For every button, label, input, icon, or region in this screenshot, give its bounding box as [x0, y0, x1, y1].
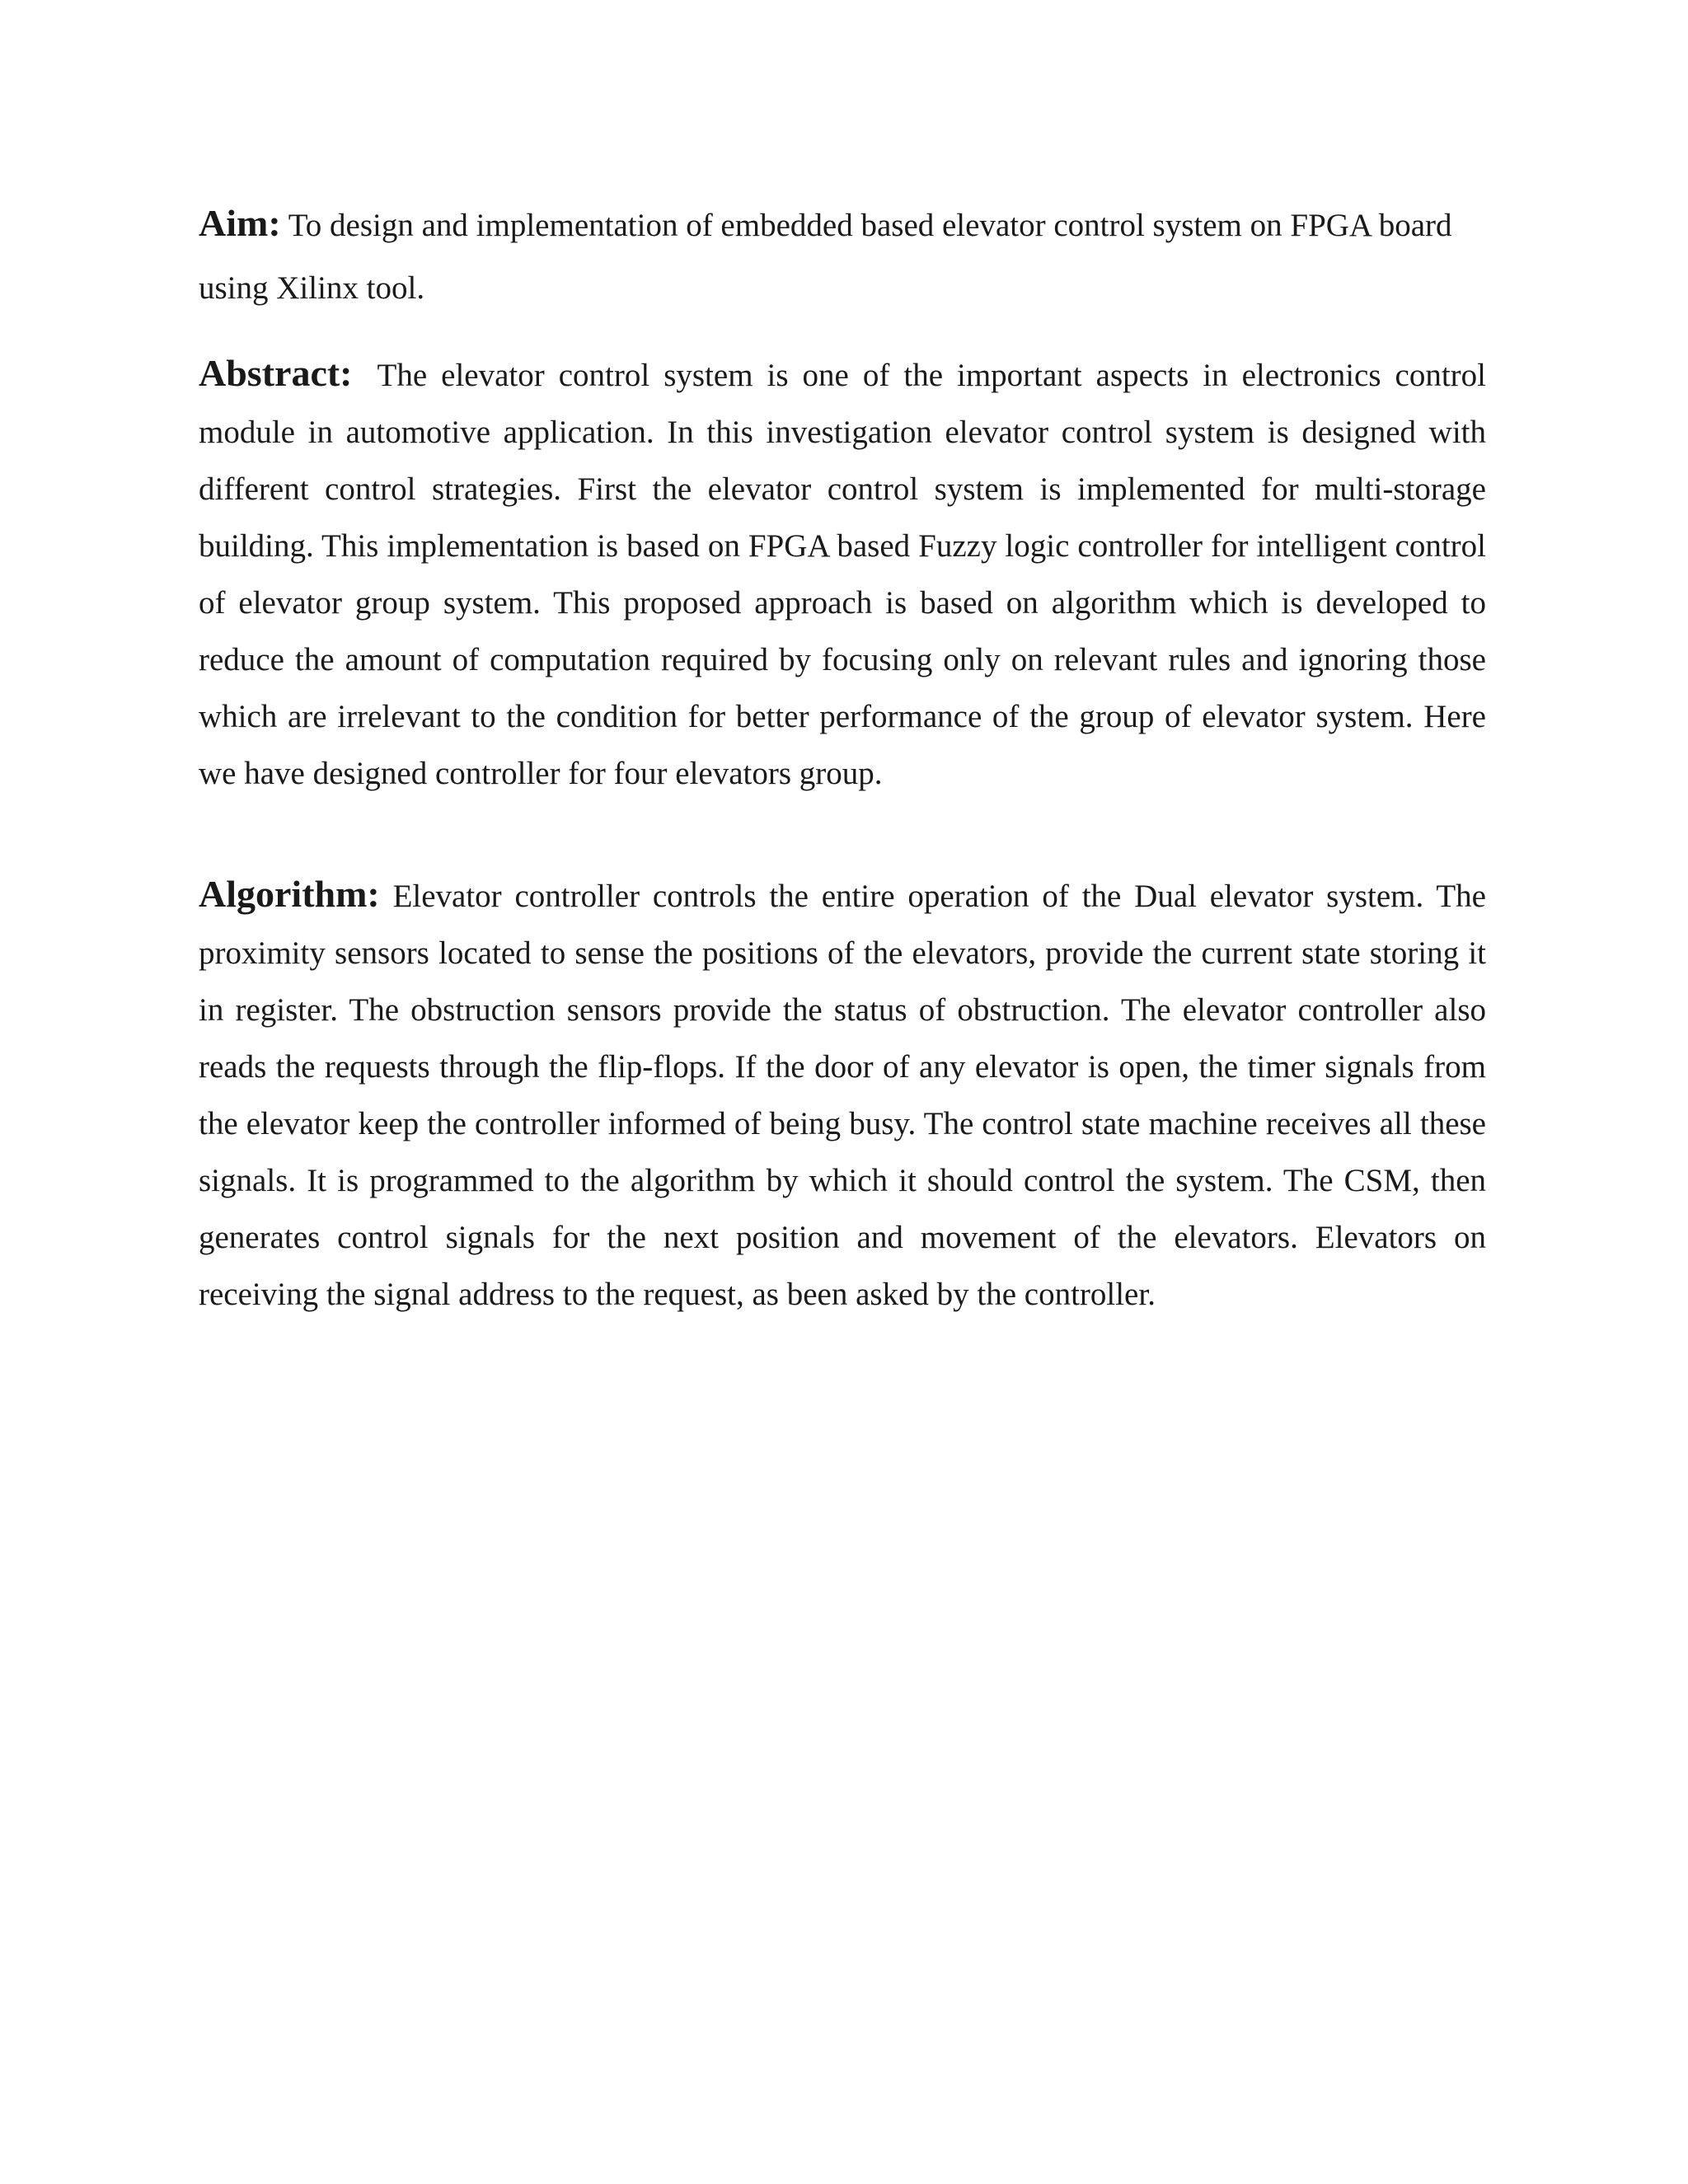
abstract-text: The elevator control system is one of the important aspects in electronics control module in automotive application. In this investigation elevator control system is designed with different control strategies. First the elevator control system is implemented for multi-storage building. This implementation is based on FPGA based Fuzzy logic controller for intelligent control of elevator group system. This proposed approach is based on algorithm which is developed to reduce the amount of computation required by focusing only on relevant rules and ignoring those which are irrelevant to the condition for better performance of the group of elevator system. Here we have designed controller for four elevators group.: [199, 358, 1486, 791]
aim-paragraph: [199, 192, 1486, 320]
abstract-heading: Abstract:: [199, 352, 353, 394]
aim-text: To design and implementation of embedded based elevator control system on FPGA board using Xilinx tool.: [199, 208, 1452, 306]
algorithm-text: Elevator controller controls the entire operation of the Dual elevator system. The proximity sensors located to sense the positions of the elevators, provide the current state storing it in register. The obstruction sensors provide the status of obstruction. The elevator controller also reads the requests through the flip-flops. If the door of any elevator is open, the timer signals from the elevator keep the controller informed of being busy. The control state machine receives all these signals. It is programmed to the algorithm by which it should control the system. The CSM, then generates control signals for the next position and movement of the elevators. Elevators on receiving the signal address to the request, as been asked by the controller.: [199, 879, 1486, 1312]
algorithm-heading: Algorithm:: [199, 873, 380, 915]
aim-heading: Aim:: [199, 202, 281, 244]
abstract-paragraph: [199, 344, 1486, 802]
algorithm-paragraph: [199, 865, 1486, 1323]
